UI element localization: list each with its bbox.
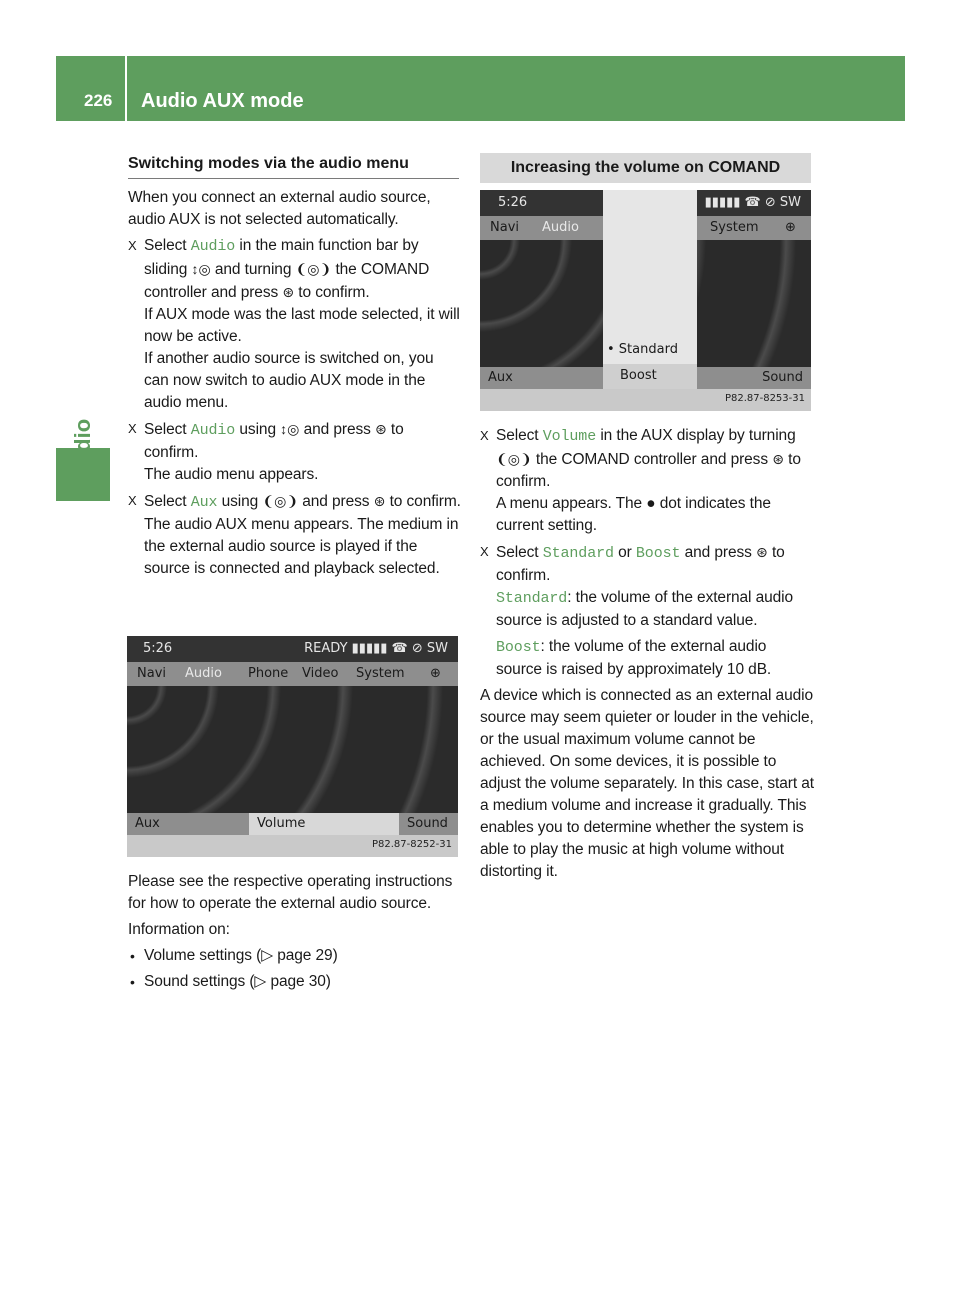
step-item: X Select Audio using ↕◎ and press ⊛ to confirm. The audio menu appears. bbox=[128, 418, 462, 486]
press-controller-icon: ⊛ bbox=[373, 493, 386, 509]
bottom-sound[interactable]: Sound bbox=[762, 370, 803, 385]
step-marker-icon: X bbox=[128, 493, 137, 508]
menu-item-standard[interactable]: • Standard bbox=[607, 342, 678, 357]
clock: 5:26 bbox=[498, 195, 528, 210]
right-heading: Increasing the volume on COMAND bbox=[480, 153, 811, 183]
soft-key-audio: Audio bbox=[190, 422, 236, 439]
list-item: • Sound settings (▷ page 30) bbox=[128, 971, 462, 993]
step-result: The audio AUX menu appears. The medium in the external audio source is played if the source is connected and playback selected. bbox=[144, 516, 459, 577]
heading-rule bbox=[128, 178, 459, 179]
nav-system[interactable]: System bbox=[356, 666, 405, 681]
volume-menu-screenshot bbox=[480, 190, 811, 411]
soft-key-standard: Standard bbox=[542, 545, 614, 562]
bottom-aux[interactable]: Aux bbox=[488, 370, 513, 385]
bullet-icon: • bbox=[130, 974, 135, 990]
step-result: A menu appears. The ● dot indicates the current setting. bbox=[496, 495, 771, 534]
page-ref-arrow-icon: ▷ bbox=[254, 973, 267, 990]
standard-description: Standard: the volume of the external audio source is adjusted to a standard value. bbox=[496, 589, 794, 629]
nav-system[interactable]: System bbox=[710, 220, 759, 235]
globe-icon[interactable]: ⊕ bbox=[785, 220, 796, 235]
nav-audio[interactable]: Audio bbox=[542, 220, 579, 235]
step-result: If AUX mode was the last mode selected, it will now be active. bbox=[144, 306, 460, 345]
soft-key-volume: Volume bbox=[542, 428, 597, 445]
step-item: X Select Volume in the AUX display by turning ❨◎❩ the COMAND controller and press ⊛ to confirm. A menu appears. The ● dot indicates the current setting. bbox=[480, 425, 814, 537]
soft-key-boost: Boost bbox=[635, 545, 681, 562]
turn-controller-icon: ❨◎❩ bbox=[295, 261, 332, 277]
dot-indicator-icon: ● bbox=[646, 495, 656, 512]
press-controller-icon: ⊛ bbox=[756, 544, 768, 560]
image-code: P82.87-8252-31 bbox=[127, 835, 458, 857]
step-item: X Select Audio in the main function bar by sliding ↕◎ and turning ❨◎❩ the COMAND controller and press ⊛ to confirm. If AUX mode was the last mode selected, it will now be active. If another audio source is switched on, you can now switch to audio AUX mode in the audio menu. bbox=[128, 235, 462, 414]
menu-item-boost: Boost bbox=[620, 368, 657, 383]
slide-controller-icon: ↕◎ bbox=[191, 261, 211, 277]
boost-description: Boost: the volume of the external audio source is raised by approximately 10 dB. bbox=[496, 638, 772, 678]
info-label: Information on: bbox=[128, 921, 230, 938]
nav-audio[interactable]: Audio bbox=[185, 666, 222, 681]
step-marker-icon: X bbox=[128, 238, 137, 253]
page-number: 226 bbox=[84, 91, 113, 110]
bullet-icon: • bbox=[130, 948, 135, 964]
aux-menu-screenshot bbox=[127, 636, 458, 857]
header-divider bbox=[125, 56, 127, 121]
step-result: The audio menu appears. bbox=[144, 466, 319, 483]
intro-paragraph: When you connect an external audio source, audio AUX is not selected automatically. bbox=[128, 189, 431, 228]
page-ref-arrow-icon: ▷ bbox=[261, 947, 274, 964]
list-item: • Volume settings (▷ page 29) bbox=[128, 945, 462, 967]
nav-navi[interactable]: Navi bbox=[490, 220, 519, 235]
soft-key-aux: Aux bbox=[190, 494, 218, 511]
menu-item-boost-row[interactable] bbox=[603, 364, 697, 389]
nav-phone[interactable]: Phone bbox=[248, 666, 289, 681]
step-item: X Select Standard or Boost and press ⊛ to confirm. Standard: the volume of the external audio source is adjusted to a standard value. Boost: the volume of the external audio source is raised by approximately 10 dB. bbox=[480, 541, 814, 681]
press-controller-icon: ⊛ bbox=[282, 284, 295, 300]
step-result: If another audio source is switched on, you can now switch to audio AUX mode in the audio menu. bbox=[144, 350, 434, 411]
turn-controller-icon: ❨◎❩ bbox=[262, 493, 299, 509]
main-function-bar bbox=[127, 662, 458, 686]
turn-controller-icon: ❨◎❩ bbox=[496, 451, 532, 467]
bottom-menu-bar bbox=[127, 813, 458, 835]
side-tab-block bbox=[56, 448, 110, 501]
right-text-block bbox=[480, 425, 814, 883]
status-indicators: ▮▮▮▮▮ ☎ ⊘ SW bbox=[704, 195, 801, 210]
status-indicators: READY ▮▮▮▮▮ ☎ ⊘ SW bbox=[304, 641, 448, 656]
bottom-volume[interactable]: Volume bbox=[249, 813, 399, 835]
bottom-aux[interactable]: Aux bbox=[135, 816, 160, 831]
step-item: X Select Aux using ❨◎❩ and press ⊛ to confirm. The audio AUX menu appears. The medium in the external audio source is played if the source is connected and playback selected. bbox=[128, 490, 462, 580]
status-bar bbox=[127, 636, 458, 662]
press-controller-icon: ⊛ bbox=[374, 421, 387, 437]
step-marker-icon: X bbox=[128, 421, 137, 436]
soft-key-audio: Audio bbox=[190, 238, 236, 255]
aux-display-area bbox=[127, 686, 458, 813]
clock: 5:26 bbox=[143, 641, 173, 656]
step-marker-icon: X bbox=[480, 544, 489, 559]
press-controller-icon: ⊛ bbox=[772, 451, 784, 467]
image-code: P82.87-8253-31 bbox=[480, 389, 811, 411]
nav-navi[interactable]: Navi bbox=[137, 666, 166, 681]
section-title: Audio AUX mode bbox=[141, 90, 304, 112]
globe-icon[interactable]: ⊕ bbox=[430, 666, 441, 681]
left-text-block bbox=[128, 187, 462, 580]
closing-paragraph: A device which is connected as an external audio source may seem quieter or louder in the vehicle, or the usual maximum volume cannot be achieved. On some devices, it is possible to adjust the volume separately. In this case, start at a medium volume and increase it gradually. This enables you to determine whether the system is able to play the music at high volume without distorting it. bbox=[480, 687, 814, 880]
step-marker-icon: X bbox=[480, 428, 489, 443]
left-heading: Switching modes via the audio menu bbox=[128, 155, 409, 172]
after-paragraph: Please see the respective operating instructions for how to operate the external audio source. bbox=[128, 873, 453, 912]
bottom-sound[interactable]: Sound bbox=[407, 816, 448, 831]
volume-dropdown bbox=[603, 190, 697, 389]
left-after-block bbox=[128, 871, 462, 993]
slide-controller-icon: ↕◎ bbox=[280, 421, 300, 437]
nav-video[interactable]: Video bbox=[302, 666, 339, 681]
